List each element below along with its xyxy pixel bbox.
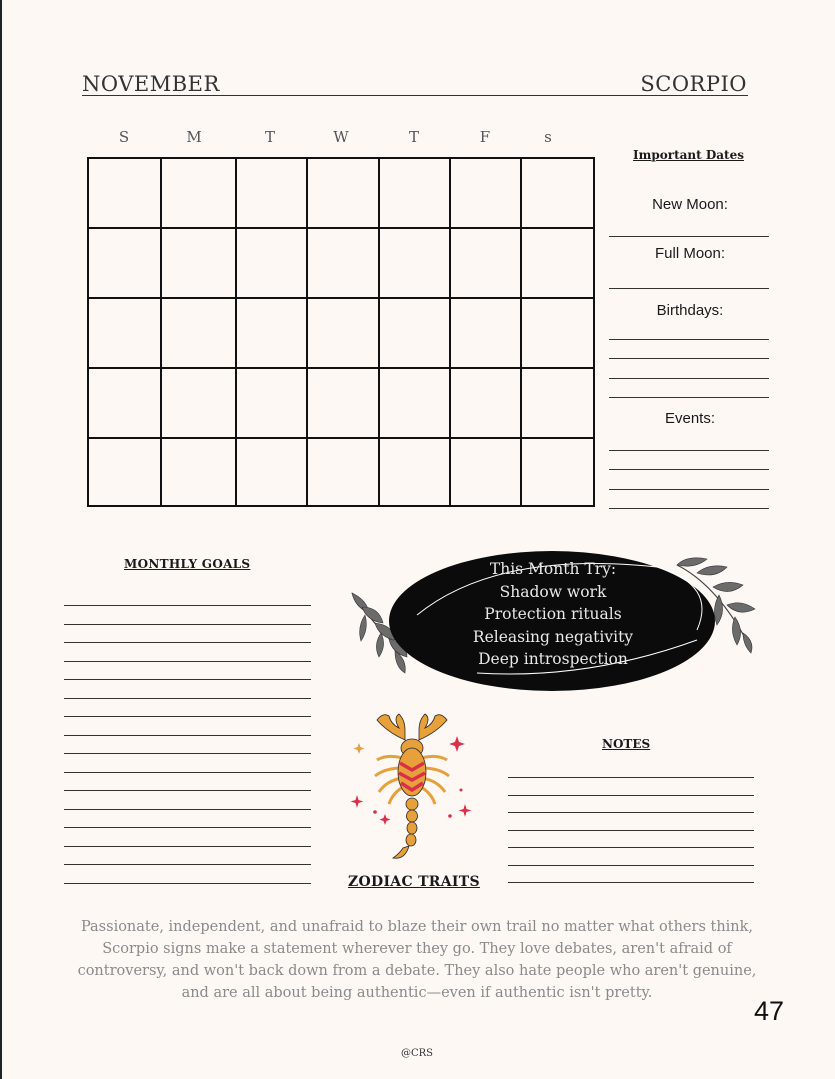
note-line xyxy=(508,830,754,831)
write-line xyxy=(609,489,769,490)
calendar-divider xyxy=(449,157,451,507)
this-month-item: Protection rituals xyxy=(484,605,622,623)
important-dates-title: Important Dates xyxy=(633,148,744,162)
weekday-label: T xyxy=(408,128,419,146)
calendar-divider xyxy=(306,157,308,507)
note-line xyxy=(508,847,754,848)
zodiac-sign-title: SCORPIO xyxy=(640,72,747,96)
write-line xyxy=(609,236,769,237)
scorpion-icon xyxy=(347,708,477,868)
goal-line xyxy=(64,679,311,680)
events-label: Events: xyxy=(664,410,716,427)
goal-line xyxy=(64,827,311,828)
write-line xyxy=(609,397,769,398)
goal-line xyxy=(64,809,311,810)
goal-line xyxy=(64,790,311,791)
this-month-item: Releasing negativity xyxy=(472,627,634,646)
new-moon-label: New Moon: xyxy=(652,196,728,213)
note-line xyxy=(508,865,754,866)
goal-line xyxy=(64,864,311,865)
this-month-item: Shadow work xyxy=(499,582,607,601)
goal-line xyxy=(64,661,311,662)
calendar-divider xyxy=(235,157,237,507)
goal-line xyxy=(64,846,311,847)
calendar-grid xyxy=(87,157,595,507)
goal-line xyxy=(64,624,311,625)
header-rule xyxy=(82,95,748,96)
notes-title: NOTES xyxy=(602,737,651,751)
weekday-label: S xyxy=(118,128,130,146)
note-line xyxy=(508,812,754,813)
month-title: NOVEMBER xyxy=(82,72,220,96)
goal-line xyxy=(64,735,311,736)
zodiac-traits-title: ZODIAC TRAITS xyxy=(348,874,480,890)
calendar-divider xyxy=(87,227,595,229)
weekday-label: T xyxy=(264,128,275,146)
this-month-heading: This Month Try: xyxy=(489,560,617,578)
note-line xyxy=(508,882,754,883)
note-line xyxy=(508,777,754,778)
write-line xyxy=(609,508,769,509)
calendar-divider xyxy=(378,157,380,507)
weekday-label: W xyxy=(333,128,349,146)
full-moon-label: Full Moon: xyxy=(654,245,726,262)
goal-line xyxy=(64,642,311,643)
weekday-label: M xyxy=(186,128,202,146)
note-line xyxy=(508,795,754,796)
weekday-label: F xyxy=(479,128,491,146)
monthly-goals-title: MONTHLY GOALS xyxy=(124,557,251,571)
calendar-divider xyxy=(520,157,522,507)
write-line xyxy=(609,339,769,340)
goal-line xyxy=(64,753,311,754)
calendar-divider xyxy=(87,437,595,439)
write-line xyxy=(609,288,769,289)
calendar-divider xyxy=(160,157,162,507)
write-line xyxy=(609,358,769,359)
this-month-list xyxy=(442,558,664,671)
goal-line xyxy=(64,698,311,699)
write-line xyxy=(609,469,769,470)
this-month-item: Deep introspection xyxy=(478,650,628,668)
page-number: 47 xyxy=(754,996,785,1026)
calendar-divider xyxy=(87,297,595,299)
goal-line xyxy=(64,605,311,606)
weekday-label: s xyxy=(544,128,552,146)
write-line xyxy=(609,378,769,379)
goal-line xyxy=(64,772,311,773)
birthdays-label: Birthdays: xyxy=(656,302,724,319)
zodiac-traits-paragraph: Passionate, independent, and unafraid to blaze their own trail no matter what others think, Scorpio signs make a statement wherever they go. They love debates, aren't afraid of controversy, and won't back down from a debate. They also hate people who aren't genuine, and are all about being authentic—even if authentic isn't pretty. xyxy=(77,919,757,1001)
goal-line xyxy=(64,716,311,717)
write-line xyxy=(609,450,769,451)
calendar-divider xyxy=(87,367,595,369)
goal-line xyxy=(64,883,311,884)
credit-text: @CRS xyxy=(400,1048,434,1059)
star-icon xyxy=(354,743,365,754)
